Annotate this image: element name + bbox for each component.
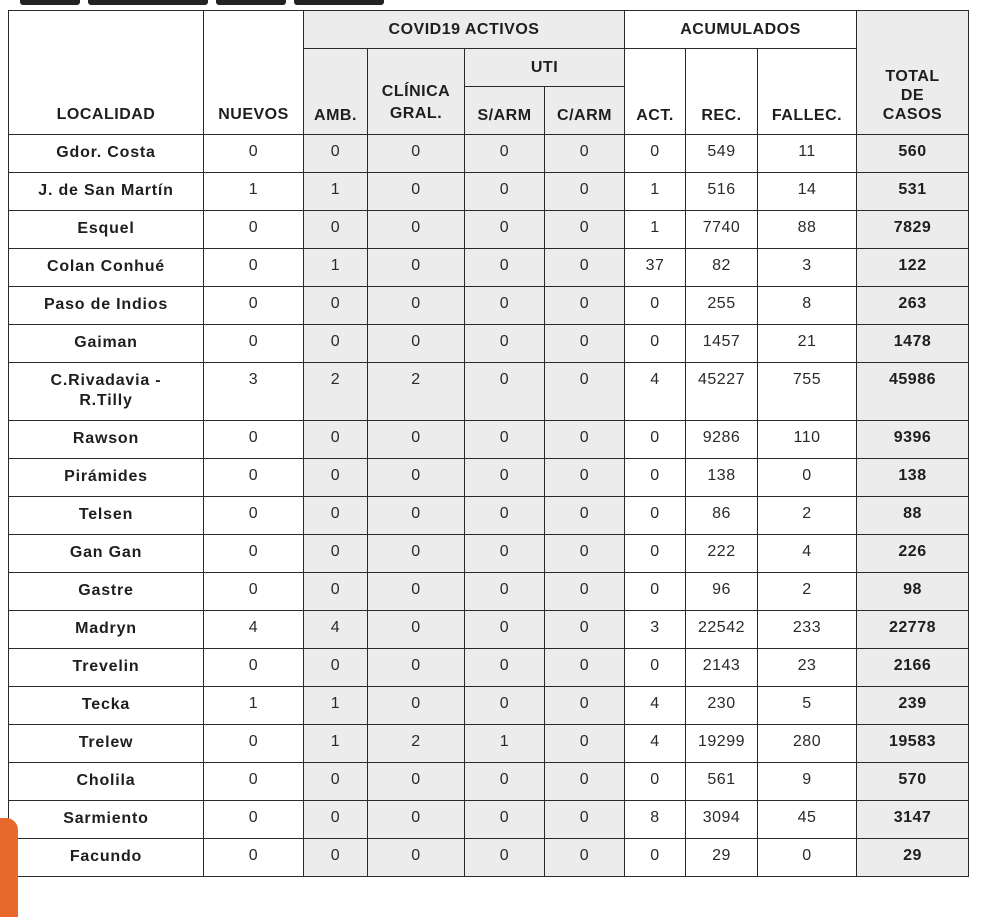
cell-rec: 45227 xyxy=(686,363,758,421)
cell-c-arm: 0 xyxy=(545,801,625,839)
table-row xyxy=(9,211,969,249)
cell-fallec: 0 xyxy=(758,839,857,877)
cell-rec: 222 xyxy=(686,535,758,573)
cell-s-arm: 0 xyxy=(465,535,545,573)
table-row xyxy=(9,763,969,801)
cell-nuevos: 3 xyxy=(204,363,304,421)
table-row xyxy=(9,421,969,459)
cell-act: 0 xyxy=(625,839,686,877)
cell-act: 0 xyxy=(625,325,686,363)
cell-fallec: 2 xyxy=(758,497,857,535)
cell-localidad: C.Rivadavia - R.Tilly xyxy=(9,363,204,421)
cell-localidad: Telsen xyxy=(9,497,204,535)
cell-nuevos: 0 xyxy=(204,801,304,839)
cell-total: 9396 xyxy=(857,421,969,459)
cell-c-arm: 0 xyxy=(545,725,625,763)
table-row xyxy=(9,725,969,763)
cell-rec: 82 xyxy=(686,249,758,287)
cell-nuevos: 0 xyxy=(204,459,304,497)
cell-c-arm: 0 xyxy=(545,173,625,211)
cell-fallec: 2 xyxy=(758,573,857,611)
table-row xyxy=(9,363,969,421)
cell-nuevos: 0 xyxy=(204,573,304,611)
cell-s-arm: 0 xyxy=(465,363,545,421)
header-amb: AMB. xyxy=(304,49,368,135)
cell-amb: 0 xyxy=(304,573,368,611)
cell-total: 239 xyxy=(857,687,969,725)
cell-c-arm: 0 xyxy=(545,611,625,649)
cell-rec: 22542 xyxy=(686,611,758,649)
cell-fallec: 11 xyxy=(758,135,857,173)
table-body xyxy=(9,135,969,877)
cell-total: 7829 xyxy=(857,211,969,249)
cell-nuevos: 0 xyxy=(204,135,304,173)
header-fallec: FALLEC. xyxy=(758,49,857,135)
header-clinica-gral xyxy=(368,49,465,135)
cell-nuevos: 0 xyxy=(204,497,304,535)
header-s-arm: S/ARM xyxy=(465,87,545,135)
cell-localidad: Gaiman xyxy=(9,325,204,363)
cell-s-arm: 0 xyxy=(465,287,545,325)
cell-fallec: 14 xyxy=(758,173,857,211)
cell-clinica: 0 xyxy=(368,211,465,249)
cell-amb: 1 xyxy=(304,687,368,725)
cell-clinica: 0 xyxy=(368,459,465,497)
cell-total: 122 xyxy=(857,249,969,287)
table-row xyxy=(9,649,969,687)
cell-fallec: 5 xyxy=(758,687,857,725)
cell-total: 22778 xyxy=(857,611,969,649)
header-uti: UTI xyxy=(465,49,625,87)
header-total-casos xyxy=(857,11,969,135)
header-clinica-line1: CLÍNICA xyxy=(381,83,451,100)
cell-nuevos: 0 xyxy=(204,535,304,573)
header-act: ACT. xyxy=(625,49,686,135)
cell-s-arm: 0 xyxy=(465,687,545,725)
cell-c-arm: 0 xyxy=(545,763,625,801)
cell-total: 263 xyxy=(857,287,969,325)
cell-c-arm: 0 xyxy=(545,135,625,173)
cell-act: 0 xyxy=(625,763,686,801)
cell-c-arm: 0 xyxy=(545,211,625,249)
header-localidad: LOCALIDAD xyxy=(9,11,204,135)
cell-amb: 0 xyxy=(304,839,368,877)
cell-c-arm: 0 xyxy=(545,325,625,363)
cell-rec: 138 xyxy=(686,459,758,497)
cell-act: 1 xyxy=(625,173,686,211)
cell-act: 0 xyxy=(625,287,686,325)
cell-c-arm: 0 xyxy=(545,363,625,421)
cell-fallec: 8 xyxy=(758,287,857,325)
cell-s-arm: 0 xyxy=(465,173,545,211)
cell-nuevos: 0 xyxy=(204,249,304,287)
header-rec: REC. xyxy=(686,49,758,135)
cell-fallec: 4 xyxy=(758,535,857,573)
cell-amb: 2 xyxy=(304,363,368,421)
cell-total: 88 xyxy=(857,497,969,535)
cell-total: 570 xyxy=(857,763,969,801)
cell-amb: 0 xyxy=(304,421,368,459)
cell-nuevos: 4 xyxy=(204,611,304,649)
cell-localidad: Colan Conhué xyxy=(9,249,204,287)
table-row xyxy=(9,459,969,497)
table-row xyxy=(9,839,969,877)
cell-rec: 255 xyxy=(686,287,758,325)
cell-rec: 549 xyxy=(686,135,758,173)
cell-total: 226 xyxy=(857,535,969,573)
cell-clinica: 0 xyxy=(368,687,465,725)
cell-act: 4 xyxy=(625,725,686,763)
cell-nuevos: 0 xyxy=(204,421,304,459)
cell-fallec: 110 xyxy=(758,421,857,459)
cell-localidad: Trelew xyxy=(9,725,204,763)
table-row xyxy=(9,135,969,173)
cell-act: 4 xyxy=(625,363,686,421)
header-total-line3: CASOS xyxy=(882,106,943,123)
cell-c-arm: 0 xyxy=(545,287,625,325)
cell-s-arm: 0 xyxy=(465,839,545,877)
cell-localidad: Paso de Indios xyxy=(9,287,204,325)
cell-c-arm: 0 xyxy=(545,459,625,497)
cell-amb: 0 xyxy=(304,459,368,497)
cell-fallec: 3 xyxy=(758,249,857,287)
cell-fallec: 23 xyxy=(758,649,857,687)
cell-c-arm: 0 xyxy=(545,421,625,459)
cell-rec: 230 xyxy=(686,687,758,725)
table-row xyxy=(9,287,969,325)
cell-c-arm: 0 xyxy=(545,497,625,535)
table-row xyxy=(9,535,969,573)
cell-c-arm: 0 xyxy=(545,249,625,287)
orange-side-tab xyxy=(0,818,18,917)
cell-act: 4 xyxy=(625,687,686,725)
cell-act: 3 xyxy=(625,611,686,649)
cell-total: 29 xyxy=(857,839,969,877)
cell-localidad: Rawson xyxy=(9,421,204,459)
header-clinica-line2: GRAL. xyxy=(389,105,443,122)
cell-s-arm: 0 xyxy=(465,801,545,839)
table-row xyxy=(9,687,969,725)
cell-localidad: Cholila xyxy=(9,763,204,801)
cell-fallec: 280 xyxy=(758,725,857,763)
cell-rec: 96 xyxy=(686,573,758,611)
cell-amb: 0 xyxy=(304,497,368,535)
cell-clinica: 2 xyxy=(368,725,465,763)
cell-rec: 19299 xyxy=(686,725,758,763)
cell-amb: 0 xyxy=(304,649,368,687)
cell-fallec: 88 xyxy=(758,211,857,249)
cell-amb: 0 xyxy=(304,801,368,839)
cell-nuevos: 0 xyxy=(204,287,304,325)
cell-amb: 1 xyxy=(304,249,368,287)
cell-fallec: 9 xyxy=(758,763,857,801)
header-c-arm: C/ARM xyxy=(545,87,625,135)
cell-clinica: 0 xyxy=(368,763,465,801)
cell-total: 2166 xyxy=(857,649,969,687)
cell-clinica: 0 xyxy=(368,839,465,877)
cell-s-arm: 0 xyxy=(465,611,545,649)
cell-rec: 29 xyxy=(686,839,758,877)
cell-total: 138 xyxy=(857,459,969,497)
cell-act: 1 xyxy=(625,211,686,249)
cell-fallec: 755 xyxy=(758,363,857,421)
covid-cases-table xyxy=(8,10,969,877)
cell-amb: 0 xyxy=(304,287,368,325)
cropped-text-strip xyxy=(0,0,982,8)
cell-act: 37 xyxy=(625,249,686,287)
cell-clinica: 0 xyxy=(368,649,465,687)
cell-fallec: 45 xyxy=(758,801,857,839)
cell-total: 3147 xyxy=(857,801,969,839)
cell-amb: 0 xyxy=(304,135,368,173)
header-total-line2: DE xyxy=(900,87,925,104)
cell-localidad: Trevelin xyxy=(9,649,204,687)
cell-nuevos: 0 xyxy=(204,839,304,877)
cell-s-arm: 0 xyxy=(465,763,545,801)
cell-total: 1478 xyxy=(857,325,969,363)
table-row xyxy=(9,497,969,535)
cell-rec: 561 xyxy=(686,763,758,801)
cell-amb: 0 xyxy=(304,325,368,363)
cell-s-arm: 0 xyxy=(465,325,545,363)
cell-c-arm: 0 xyxy=(545,839,625,877)
cell-localidad: Gan Gan xyxy=(9,535,204,573)
cell-clinica: 0 xyxy=(368,497,465,535)
cell-s-arm: 0 xyxy=(465,649,545,687)
cell-nuevos: 0 xyxy=(204,325,304,363)
cell-amb: 1 xyxy=(304,173,368,211)
cell-rec: 86 xyxy=(686,497,758,535)
header-total-line1: TOTAL xyxy=(885,68,940,85)
cell-clinica: 0 xyxy=(368,249,465,287)
cell-nuevos: 0 xyxy=(204,725,304,763)
cell-clinica: 0 xyxy=(368,173,465,211)
cell-nuevos: 1 xyxy=(204,687,304,725)
cell-fallec: 21 xyxy=(758,325,857,363)
cell-act: 0 xyxy=(625,497,686,535)
cell-s-arm: 0 xyxy=(465,135,545,173)
header-covid-activos: COVID19 ACTIVOS xyxy=(304,11,625,49)
cell-clinica: 0 xyxy=(368,801,465,839)
cell-total: 531 xyxy=(857,173,969,211)
cell-rec: 516 xyxy=(686,173,758,211)
cell-nuevos: 0 xyxy=(204,763,304,801)
cell-fallec: 0 xyxy=(758,459,857,497)
cell-rec: 1457 xyxy=(686,325,758,363)
cell-s-arm: 0 xyxy=(465,573,545,611)
cell-s-arm: 0 xyxy=(465,249,545,287)
table-header xyxy=(9,11,969,135)
cell-clinica: 0 xyxy=(368,573,465,611)
cell-rec: 3094 xyxy=(686,801,758,839)
table-row xyxy=(9,573,969,611)
cell-c-arm: 0 xyxy=(545,687,625,725)
cell-clinica: 2 xyxy=(368,363,465,421)
cell-localidad: Facundo xyxy=(9,839,204,877)
cell-fallec: 233 xyxy=(758,611,857,649)
table-row xyxy=(9,801,969,839)
cell-total: 45986 xyxy=(857,363,969,421)
cell-clinica: 0 xyxy=(368,325,465,363)
table-row xyxy=(9,325,969,363)
cell-act: 0 xyxy=(625,421,686,459)
cell-act: 0 xyxy=(625,573,686,611)
cell-s-arm: 1 xyxy=(465,725,545,763)
cell-localidad: Pirámides xyxy=(9,459,204,497)
cell-amb: 0 xyxy=(304,763,368,801)
cell-act: 0 xyxy=(625,135,686,173)
cell-clinica: 0 xyxy=(368,421,465,459)
cell-rec: 9286 xyxy=(686,421,758,459)
cell-s-arm: 0 xyxy=(465,497,545,535)
cell-localidad: Sarmiento xyxy=(9,801,204,839)
cell-c-arm: 0 xyxy=(545,649,625,687)
cell-c-arm: 0 xyxy=(545,535,625,573)
table-row xyxy=(9,611,969,649)
cell-nuevos: 0 xyxy=(204,649,304,687)
table-row xyxy=(9,249,969,287)
cell-s-arm: 0 xyxy=(465,211,545,249)
header-acumulados: ACUMULADOS xyxy=(625,11,857,49)
header-nuevos: NUEVOS xyxy=(204,11,304,135)
cell-act: 8 xyxy=(625,801,686,839)
cell-localidad: Tecka xyxy=(9,687,204,725)
cell-clinica: 0 xyxy=(368,535,465,573)
cell-act: 0 xyxy=(625,535,686,573)
cell-clinica: 0 xyxy=(368,287,465,325)
table-row xyxy=(9,173,969,211)
cell-rec: 7740 xyxy=(686,211,758,249)
cell-total: 98 xyxy=(857,573,969,611)
cell-localidad: J. de San Martín xyxy=(9,173,204,211)
cell-localidad: Gdor. Costa xyxy=(9,135,204,173)
cell-total: 19583 xyxy=(857,725,969,763)
cell-nuevos: 1 xyxy=(204,173,304,211)
cell-amb: 0 xyxy=(304,535,368,573)
cell-localidad: Esquel xyxy=(9,211,204,249)
cell-amb: 1 xyxy=(304,725,368,763)
cell-s-arm: 0 xyxy=(465,421,545,459)
cell-nuevos: 0 xyxy=(204,211,304,249)
cell-amb: 4 xyxy=(304,611,368,649)
cell-amb: 0 xyxy=(304,211,368,249)
cell-total: 560 xyxy=(857,135,969,173)
cell-clinica: 0 xyxy=(368,611,465,649)
cell-act: 0 xyxy=(625,649,686,687)
cell-s-arm: 0 xyxy=(465,459,545,497)
cell-rec: 2143 xyxy=(686,649,758,687)
cell-localidad: Gastre xyxy=(9,573,204,611)
cell-localidad: Madryn xyxy=(9,611,204,649)
cell-clinica: 0 xyxy=(368,135,465,173)
cell-act: 0 xyxy=(625,459,686,497)
cell-c-arm: 0 xyxy=(545,573,625,611)
